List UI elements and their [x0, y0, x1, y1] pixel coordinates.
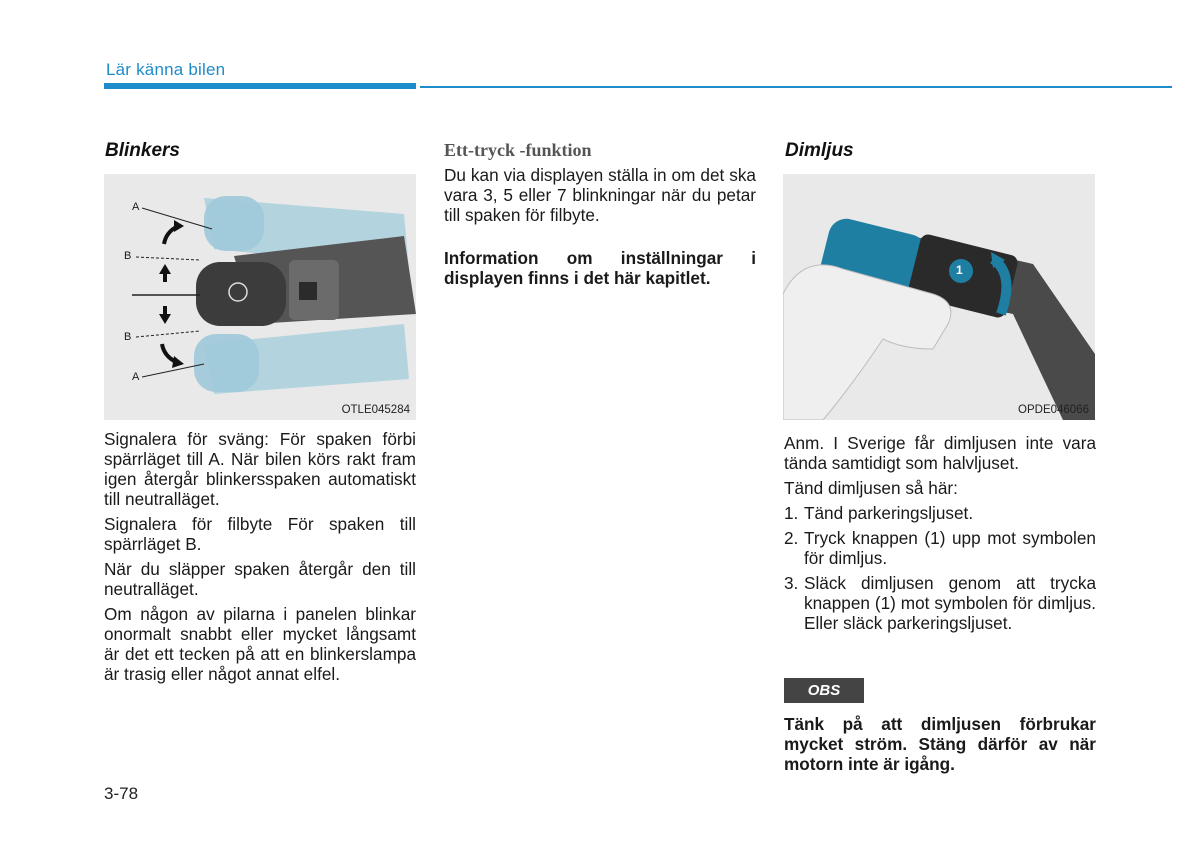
list-item [784, 503, 1096, 523]
list-item [784, 528, 1096, 568]
fig-label-b-top: B [124, 250, 132, 262]
fig-label-b-bottom: B [124, 331, 132, 343]
step-text: Tryck knappen (1) upp mot symbolen för dimljus. [804, 528, 1096, 568]
step-text: Tänd parkeringsljuset. [804, 503, 974, 523]
figure-code: OTLE045284 [341, 404, 410, 416]
one-touch-text: Du kan via displayen ställa in om det ska vara 3, 5 eller 7 blinkningar när du petar till spaken för filbyte. [444, 165, 756, 225]
list-item [784, 573, 1096, 633]
intro: Tänd dimljusen så här: [784, 478, 958, 498]
paragraph: Om någon av pilarna i panelen blinkar onormalt snabbt eller mycket långsamt är det ett tecken på att en blinkerslampa är trasig eller något annat elfel. [104, 604, 416, 684]
obs-badge: OBS [784, 678, 864, 703]
paragraph: Signalera för filbyte För spaken till spärrläget B. [104, 514, 416, 554]
fog-light-figure [783, 174, 1095, 420]
fog-light-text [784, 433, 1096, 638]
fig-label-a-bottom: A [132, 371, 140, 383]
step-number: 1. [784, 503, 799, 523]
step-text: Släck dimljusen genom att trycka knappen (1) mot symbolen för dimljus. Eller släck parkeringsljuset. [804, 573, 1096, 633]
section-title-one-touch: Ett-tryck -funktion [444, 140, 592, 160]
button-number: 1 [956, 263, 963, 277]
paragraph: När du släpper spaken återgår den till neutralläget. [104, 559, 416, 599]
figure-code: OPDE046066 [1018, 404, 1089, 416]
step-number: 3. [784, 573, 799, 593]
blinkers-figure [104, 174, 416, 420]
blinkers-text [104, 429, 416, 689]
step-number: 2. [784, 528, 799, 548]
turn-signal-lever-illustration [104, 174, 416, 420]
fog-light-switch-illustration [783, 174, 1095, 420]
paragraph: Signalera för sväng: För spaken förbi spärrläget till A. När bilen körs rakt fram igen återgår blinkersspaken automatiskt till neutralläget. [104, 429, 416, 509]
section-title-blinkers: Blinkers [105, 140, 180, 161]
header-rule-thick [104, 83, 416, 89]
page-number: 3-78 [104, 784, 139, 803]
header-rule-thin [420, 86, 1172, 88]
section-title-fog-lights: Dimljus [785, 140, 854, 161]
note: Anm. I Sverige får dimljusen inte vara tända samtidigt som halvljuset. [784, 433, 1096, 473]
obs-warning: Tänk på att dimljusen förbrukar mycket ström. Stäng därför av när motorn inte är igång. [784, 714, 1096, 774]
fig-label-a-top: A [132, 201, 140, 213]
steps-list [784, 503, 1096, 633]
one-touch-info: Information om inställningar i displayen finns i det här kapitlet. [444, 248, 756, 288]
chapter-title: Lär känna bilen [106, 60, 226, 79]
